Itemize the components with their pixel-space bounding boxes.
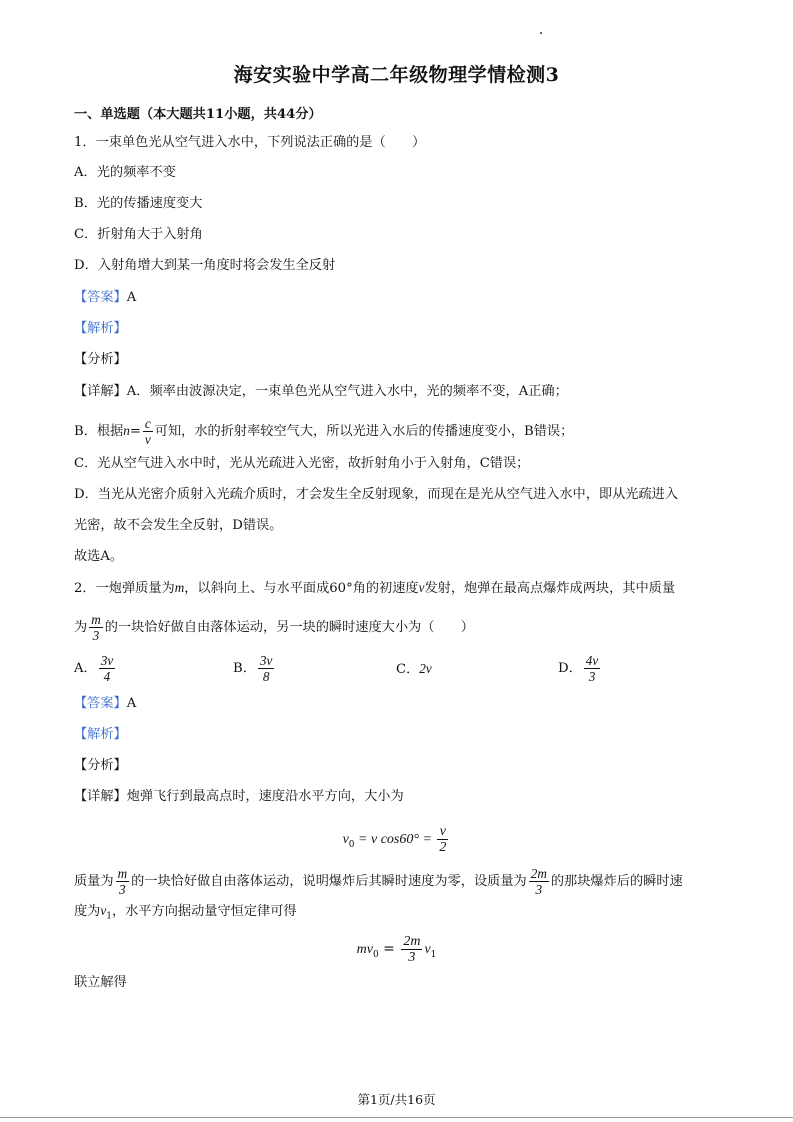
q2-stem1-v: v bbox=[418, 580, 425, 595]
line2-frac-m-3 bbox=[116, 866, 130, 897]
eq1-mid: = v cos60° = bbox=[354, 832, 436, 847]
eq2-sub: 0 bbox=[372, 949, 379, 960]
frac-num: m bbox=[117, 866, 128, 881]
q2-final: 联立解得 bbox=[74, 975, 127, 990]
equation-2 bbox=[0, 932, 793, 972]
answer-value: A bbox=[126, 696, 137, 711]
frac-den: 3 bbox=[408, 949, 416, 965]
eq2-mv: mv bbox=[356, 942, 373, 957]
q1-option-a: A．光的频率不变 bbox=[74, 165, 176, 180]
option-d-frac bbox=[584, 653, 600, 684]
frac-den: 4 bbox=[103, 669, 111, 684]
q2-fenxi-tag: 【分析】 bbox=[74, 758, 127, 773]
q1-option-d: D．入射角增大到某一角度时将会发生全反射 bbox=[74, 258, 336, 273]
q2-stem1-mid: ，以斜向上、与水平面成60°角的初速度 bbox=[184, 581, 419, 596]
frac-num: c bbox=[144, 416, 151, 431]
line2-frac-2m-3 bbox=[529, 866, 549, 897]
eq2-v1: v bbox=[424, 942, 431, 957]
detail-b-pre: B．根据 bbox=[74, 424, 124, 439]
frac-den: 8 bbox=[262, 669, 270, 684]
q2-stem-1 bbox=[74, 578, 675, 599]
detail-1-text: 炮弹飞行到最高点时，速度沿水平方向，大小为 bbox=[126, 789, 404, 804]
eq2-eq: = bbox=[378, 941, 400, 957]
eq2-rsub: 1 bbox=[430, 949, 437, 960]
q1-detail-c: C．光从空气进入水中时，光从光疏进入光密，故折射角小于入射角，C错误； bbox=[74, 456, 530, 471]
answer-tag: 【答案】 bbox=[74, 290, 127, 305]
page-footer: 第1页/共16页 bbox=[357, 1092, 436, 1107]
frac-num: 4v bbox=[585, 653, 599, 668]
q2-stem1-post: 发射，炮弹在最高点爆炸成两块，其中质量 bbox=[424, 581, 676, 596]
eq1-frac bbox=[437, 824, 448, 855]
line2-pre: 质量为 bbox=[74, 874, 114, 889]
section-heading: 一、单选题（本大题共11小题，共44分） bbox=[74, 107, 322, 122]
detail-b-post: 可知，水的折射率较空气大，所以光进入水后的传播速度变小，B错误； bbox=[154, 424, 574, 439]
q2-stem1-pre: 2．一炮弹质量为 bbox=[74, 581, 175, 596]
q2-frac-m-3 bbox=[89, 612, 103, 643]
q2-option-a bbox=[74, 653, 117, 685]
q1-detail-a bbox=[74, 382, 568, 402]
answer-value: A bbox=[126, 290, 137, 305]
frac-den: 3 bbox=[535, 882, 543, 897]
detail-a-text: A．频率由波源决定，一束单色光从空气进入水中，光的频率不变，A正确； bbox=[126, 384, 568, 399]
line3-v: v bbox=[100, 903, 107, 918]
q1-conclusion: 故选A。 bbox=[74, 549, 124, 564]
answer-tag: 【答案】 bbox=[74, 696, 127, 711]
frac-den: 3 bbox=[119, 882, 126, 897]
formula-eq: = bbox=[129, 424, 141, 439]
detail-tag: 【详解】 bbox=[74, 789, 127, 804]
frac-num: 2m bbox=[530, 866, 547, 881]
eq2-frac bbox=[401, 934, 422, 965]
q2-detail-1 bbox=[74, 787, 404, 807]
q2-stem2-pre: 为 bbox=[74, 620, 88, 635]
q2-option-b bbox=[233, 653, 276, 685]
q2-stem1-m: m bbox=[174, 580, 185, 595]
option-a-frac bbox=[99, 653, 115, 684]
eq1-sub: 0 bbox=[348, 839, 355, 850]
frac-num: 2m bbox=[403, 933, 421, 949]
q2-analysis-tag: 【解析】 bbox=[74, 727, 127, 742]
footer-divider bbox=[0, 1117, 793, 1118]
frac-den: v bbox=[144, 432, 151, 447]
q2-answer bbox=[74, 694, 136, 714]
option-b-frac bbox=[258, 653, 274, 684]
q1-option-c: C．折射角大于入射角 bbox=[74, 227, 203, 242]
q2-option-d bbox=[558, 653, 602, 685]
frac-num: m bbox=[91, 612, 101, 627]
q1-detail-d1: D．当光从光密介质射入光疏介质时，才会发生全反射现象，而现在是光从空气进入水中，即从光疏进入 bbox=[74, 487, 679, 502]
frac-den: 3 bbox=[92, 628, 100, 643]
option-c-value: 2v bbox=[419, 661, 432, 676]
line3-pre: 度为 bbox=[74, 904, 101, 919]
option-label: A． bbox=[74, 661, 97, 676]
line3-sub: 1 bbox=[106, 911, 112, 922]
option-label: C． bbox=[396, 662, 420, 677]
q2-stem-2 bbox=[74, 612, 474, 644]
scan-dot bbox=[540, 32, 542, 34]
q2-detail-2 bbox=[74, 866, 683, 898]
q1-option-b: B．光的传播速度变大 bbox=[74, 196, 203, 211]
q1-detail-b bbox=[74, 415, 573, 448]
line2-mid: 的一块恰好做自由落体运动，说明爆炸后其瞬时速度为零，设质量为 bbox=[131, 874, 527, 889]
q1-answer bbox=[74, 288, 136, 308]
page-title: 海安实验中学高二年级物理学情检测3 bbox=[233, 64, 560, 86]
q1-stem: 1．一束单色光从空气进入水中，下列说法正确的是（ ） bbox=[74, 135, 426, 150]
line3-post: ，水平方向据动量守恒定律可得 bbox=[111, 904, 297, 919]
q1-analysis-tag: 【解析】 bbox=[74, 321, 127, 336]
eq1-v: v bbox=[342, 832, 349, 847]
frac-num: 3v bbox=[259, 653, 273, 668]
frac-den: 2 bbox=[439, 839, 447, 855]
equation-1 bbox=[0, 822, 793, 862]
detail-tag: 【详解】 bbox=[74, 384, 127, 399]
frac-num: v bbox=[437, 824, 448, 840]
q2-stem2-post: 的一块恰好做自由落体运动，另一块的瞬时速度大小为（ ） bbox=[104, 620, 474, 635]
option-label: B． bbox=[233, 661, 256, 676]
formula-n: n bbox=[123, 423, 130, 438]
q1-fenxi-tag: 【分析】 bbox=[74, 352, 127, 367]
line2-post: 的那块爆炸后的瞬时速 bbox=[550, 874, 683, 889]
frac-den: 3 bbox=[588, 669, 596, 684]
q2-option-c bbox=[396, 653, 432, 686]
frac-num: 3v bbox=[100, 653, 114, 668]
formula-c-over-v bbox=[143, 416, 153, 447]
q1-detail-d2: 光密，故不会发生全反射，D错误。 bbox=[74, 518, 283, 533]
q2-detail-3 bbox=[74, 901, 297, 927]
option-label: D． bbox=[558, 661, 582, 676]
